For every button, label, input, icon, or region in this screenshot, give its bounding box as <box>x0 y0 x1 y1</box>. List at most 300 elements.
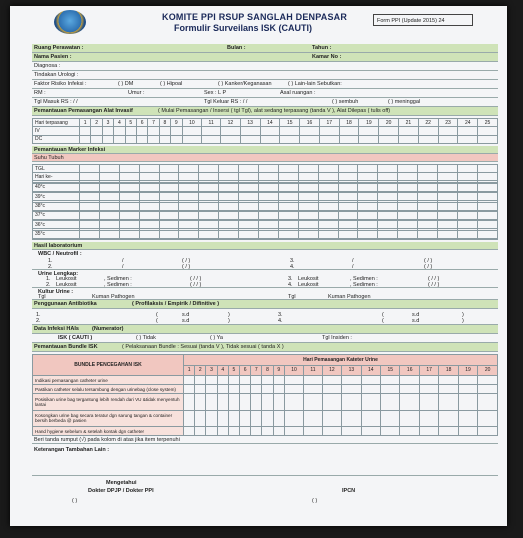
temp-cell[interactable] <box>80 211 100 219</box>
temp-cell[interactable] <box>159 183 179 191</box>
temp-cell[interactable] <box>477 202 497 210</box>
bundle-cell[interactable] <box>400 376 419 385</box>
temp-cell[interactable] <box>159 221 179 229</box>
device-cell[interactable] <box>182 127 202 135</box>
temp-cell[interactable] <box>477 230 497 238</box>
temp-cell[interactable] <box>438 183 458 191</box>
bundle-cell[interactable] <box>478 410 498 427</box>
bundle-cell[interactable] <box>206 385 217 394</box>
temp-cell[interactable] <box>457 230 477 238</box>
temp-cell[interactable] <box>418 230 438 238</box>
bundle-cell[interactable] <box>206 394 217 411</box>
temp-cell[interactable] <box>119 202 139 210</box>
bundle-cell[interactable] <box>251 410 262 427</box>
bundle-cell[interactable] <box>228 385 239 394</box>
device-cell[interactable] <box>260 127 280 135</box>
temp-cell[interactable] <box>338 165 358 173</box>
bundle-cell[interactable] <box>381 394 400 411</box>
bundle-cell[interactable] <box>251 394 262 411</box>
bundle-cell[interactable] <box>439 427 458 436</box>
device-cell[interactable] <box>125 135 136 143</box>
temp-cell[interactable] <box>358 183 378 191</box>
bundle-cell[interactable] <box>400 385 419 394</box>
bundle-cell[interactable] <box>304 427 322 436</box>
temp-cell[interactable] <box>457 238 477 239</box>
bundle-cell[interactable] <box>322 427 341 436</box>
temp-cell[interactable] <box>358 173 378 181</box>
temp-cell[interactable] <box>80 221 100 229</box>
temp-cell[interactable] <box>298 183 318 191</box>
bundle-cell[interactable] <box>361 385 380 394</box>
temp-cell[interactable] <box>358 165 378 173</box>
temp-cell[interactable] <box>338 221 358 229</box>
temp-cell[interactable] <box>278 193 298 201</box>
bundle-cell[interactable] <box>342 410 361 427</box>
temp-cell[interactable] <box>99 183 119 191</box>
bundle-cell[interactable] <box>195 410 206 427</box>
temp-cell[interactable] <box>80 173 100 181</box>
temp-cell[interactable] <box>378 193 398 201</box>
temp-cell[interactable] <box>338 230 358 238</box>
bundle-cell[interactable] <box>342 427 361 436</box>
temp-cell[interactable] <box>318 211 338 219</box>
temp-cell[interactable] <box>239 183 259 191</box>
temp-cell[interactable] <box>159 193 179 201</box>
temp-cell[interactable] <box>318 238 338 239</box>
temp-cell[interactable] <box>199 211 219 219</box>
device-cell[interactable] <box>240 127 260 135</box>
temp-cell[interactable] <box>398 165 418 173</box>
temp-cell[interactable] <box>99 230 119 238</box>
isk-ya[interactable]: ( ) Ya <box>210 335 223 341</box>
bundle-cell[interactable] <box>381 385 400 394</box>
temp-cell[interactable] <box>318 165 338 173</box>
temp-cell[interactable] <box>139 165 159 173</box>
temp-cell[interactable] <box>418 211 438 219</box>
device-cell[interactable] <box>379 127 399 135</box>
temp-cell[interactable] <box>298 173 318 181</box>
temp-cell[interactable] <box>278 183 298 191</box>
temp-cell[interactable] <box>477 221 497 229</box>
bundle-cell[interactable] <box>195 376 206 385</box>
temp-cell[interactable] <box>338 173 358 181</box>
temp-cell[interactable] <box>438 193 458 201</box>
temp-cell[interactable] <box>179 193 199 201</box>
temp-cell[interactable] <box>199 183 219 191</box>
temp-cell[interactable] <box>477 173 497 181</box>
device-cell[interactable] <box>159 135 170 143</box>
device-cell[interactable] <box>202 127 221 135</box>
temp-cell[interactable] <box>378 183 398 191</box>
device-cell[interactable] <box>319 127 339 135</box>
bundle-cell[interactable] <box>342 394 361 411</box>
temp-cell[interactable] <box>139 173 159 181</box>
temp-cell[interactable] <box>259 193 279 201</box>
bundle-cell[interactable] <box>217 394 228 411</box>
bundle-cell[interactable] <box>361 376 380 385</box>
device-cell[interactable] <box>182 135 202 143</box>
temp-cell[interactable] <box>278 202 298 210</box>
bundle-cell[interactable] <box>284 385 303 394</box>
bundle-cell[interactable] <box>439 410 458 427</box>
bundle-cell[interactable] <box>381 376 400 385</box>
bundle-cell[interactable] <box>419 385 438 394</box>
device-cell[interactable] <box>478 127 498 135</box>
temp-cell[interactable] <box>418 193 438 201</box>
isk-tidak[interactable]: ( ) Tidak <box>136 335 156 341</box>
device-cell[interactable] <box>300 135 320 143</box>
device-cell[interactable] <box>359 135 379 143</box>
bundle-cell[interactable] <box>228 376 239 385</box>
temp-cell[interactable] <box>219 193 239 201</box>
temp-cell[interactable] <box>398 183 418 191</box>
temp-cell[interactable] <box>179 211 199 219</box>
bundle-cell[interactable] <box>381 427 400 436</box>
temp-cell[interactable] <box>477 238 497 239</box>
bundle-cell[interactable] <box>184 385 195 394</box>
temp-cell[interactable] <box>298 202 318 210</box>
bundle-cell[interactable] <box>478 385 498 394</box>
temp-cell[interactable] <box>219 238 239 239</box>
bundle-cell[interactable] <box>381 410 400 427</box>
device-cell[interactable] <box>220 135 240 143</box>
device-cell[interactable] <box>418 127 438 135</box>
temp-cell[interactable] <box>139 238 159 239</box>
temp-cell[interactable] <box>477 193 497 201</box>
temp-cell[interactable] <box>259 165 279 173</box>
temp-cell[interactable] <box>338 238 358 239</box>
bundle-cell[interactable] <box>184 427 195 436</box>
device-cell[interactable] <box>339 127 359 135</box>
bundle-cell[interactable] <box>284 410 303 427</box>
device-cell[interactable] <box>458 135 478 143</box>
temp-cell[interactable] <box>398 202 418 210</box>
temp-cell[interactable] <box>239 238 259 239</box>
bundle-cell[interactable] <box>342 385 361 394</box>
device-cell[interactable] <box>102 135 113 143</box>
temp-cell[interactable] <box>199 221 219 229</box>
temp-cell[interactable] <box>259 202 279 210</box>
temp-cell[interactable] <box>398 230 418 238</box>
temp-cell[interactable] <box>259 238 279 239</box>
device-cell[interactable] <box>280 135 300 143</box>
temp-cell[interactable] <box>99 221 119 229</box>
bundle-cell[interactable] <box>217 427 228 436</box>
temp-cell[interactable] <box>219 230 239 238</box>
bundle-cell[interactable] <box>400 427 419 436</box>
device-cell[interactable] <box>136 127 147 135</box>
bundle-cell[interactable] <box>184 410 195 427</box>
temp-cell[interactable] <box>318 193 338 201</box>
device-cell[interactable] <box>319 135 339 143</box>
device-cell[interactable] <box>478 135 498 143</box>
bundle-cell[interactable] <box>240 410 251 427</box>
bundle-cell[interactable] <box>322 394 341 411</box>
bundle-cell[interactable] <box>228 427 239 436</box>
temp-cell[interactable] <box>199 165 219 173</box>
bundle-cell[interactable] <box>304 385 322 394</box>
device-cell[interactable] <box>458 127 478 135</box>
bundle-cell[interactable] <box>273 385 284 394</box>
bundle-cell[interactable] <box>400 410 419 427</box>
temp-cell[interactable] <box>80 193 100 201</box>
temp-cell[interactable] <box>418 202 438 210</box>
temp-cell[interactable] <box>239 211 259 219</box>
bundle-cell[interactable] <box>284 376 303 385</box>
bundle-cell[interactable] <box>228 410 239 427</box>
bundle-cell[interactable] <box>419 427 438 436</box>
bundle-cell[interactable] <box>206 376 217 385</box>
sembuh-option[interactable]: ( ) sembuh <box>332 99 359 105</box>
temp-cell[interactable] <box>457 173 477 181</box>
temp-cell[interactable] <box>418 238 438 239</box>
temp-cell[interactable] <box>199 202 219 210</box>
fr-dm[interactable]: ( ) DM <box>118 81 134 87</box>
temp-cell[interactable] <box>80 238 100 239</box>
bundle-cell[interactable] <box>284 427 303 436</box>
bundle-cell[interactable] <box>262 385 273 394</box>
bundle-cell[interactable] <box>217 376 228 385</box>
device-cell[interactable] <box>148 135 159 143</box>
temp-cell[interactable] <box>378 221 398 229</box>
temp-cell[interactable] <box>318 183 338 191</box>
bundle-cell[interactable] <box>458 394 477 411</box>
temp-cell[interactable] <box>119 173 139 181</box>
temp-cell[interactable] <box>179 230 199 238</box>
bundle-cell[interactable] <box>195 427 206 436</box>
bundle-cell[interactable] <box>262 410 273 427</box>
temp-cell[interactable] <box>477 211 497 219</box>
temp-cell[interactable] <box>179 183 199 191</box>
temp-cell[interactable] <box>338 211 358 219</box>
temp-cell[interactable] <box>358 230 378 238</box>
bundle-cell[interactable] <box>240 385 251 394</box>
temp-cell[interactable] <box>438 238 458 239</box>
temp-cell[interactable] <box>378 173 398 181</box>
temp-cell[interactable] <box>398 173 418 181</box>
device-cell[interactable] <box>114 127 125 135</box>
device-cell[interactable] <box>159 127 170 135</box>
temp-cell[interactable] <box>199 238 219 239</box>
temp-cell[interactable] <box>438 165 458 173</box>
temp-cell[interactable] <box>179 238 199 239</box>
temp-cell[interactable] <box>278 165 298 173</box>
temp-cell[interactable] <box>278 230 298 238</box>
temp-cell[interactable] <box>139 211 159 219</box>
bundle-cell[interactable] <box>273 427 284 436</box>
device-cell[interactable] <box>148 127 159 135</box>
temp-cell[interactable] <box>298 165 318 173</box>
temp-cell[interactable] <box>378 211 398 219</box>
temp-cell[interactable] <box>80 165 100 173</box>
temp-cell[interactable] <box>99 202 119 210</box>
temp-cell[interactable] <box>159 202 179 210</box>
bundle-cell[interactable] <box>361 427 380 436</box>
bundle-cell[interactable] <box>273 410 284 427</box>
temp-cell[interactable] <box>398 211 418 219</box>
temp-cell[interactable] <box>259 230 279 238</box>
temp-cell[interactable] <box>438 202 458 210</box>
temp-cell[interactable] <box>457 221 477 229</box>
temp-cell[interactable] <box>80 202 100 210</box>
bundle-cell[interactable] <box>478 394 498 411</box>
bundle-cell[interactable] <box>322 376 341 385</box>
device-cell[interactable] <box>418 135 438 143</box>
device-cell[interactable] <box>80 135 91 143</box>
device-cell[interactable] <box>91 127 102 135</box>
temp-cell[interactable] <box>358 202 378 210</box>
temp-cell[interactable] <box>139 183 159 191</box>
temp-cell[interactable] <box>418 173 438 181</box>
device-cell[interactable] <box>399 135 419 143</box>
bundle-cell[interactable] <box>184 394 195 411</box>
device-cell[interactable] <box>136 135 147 143</box>
device-cell[interactable] <box>102 127 113 135</box>
temp-cell[interactable] <box>318 230 338 238</box>
device-cell[interactable] <box>438 127 458 135</box>
device-cell[interactable] <box>280 127 300 135</box>
device-cell[interactable] <box>300 127 320 135</box>
temp-cell[interactable] <box>398 221 418 229</box>
temp-cell[interactable] <box>318 221 338 229</box>
bundle-cell[interactable] <box>251 385 262 394</box>
temp-cell[interactable] <box>119 183 139 191</box>
temp-cell[interactable] <box>378 202 398 210</box>
temp-cell[interactable] <box>338 193 358 201</box>
bundle-cell[interactable] <box>206 427 217 436</box>
temp-cell[interactable] <box>219 211 239 219</box>
bundle-cell[interactable] <box>240 376 251 385</box>
temp-cell[interactable] <box>477 165 497 173</box>
temp-cell[interactable] <box>457 183 477 191</box>
meninggal-option[interactable]: ( ) meninggal <box>388 99 421 105</box>
bundle-cell[interactable] <box>228 394 239 411</box>
temp-cell[interactable] <box>159 238 179 239</box>
temp-cell[interactable] <box>239 221 259 229</box>
temp-cell[interactable] <box>139 193 159 201</box>
bundle-cell[interactable] <box>478 427 498 436</box>
temp-cell[interactable] <box>219 173 239 181</box>
temp-cell[interactable] <box>438 173 458 181</box>
bundle-cell[interactable] <box>195 385 206 394</box>
bundle-cell[interactable] <box>262 427 273 436</box>
temp-cell[interactable] <box>199 230 219 238</box>
bundle-cell[interactable] <box>304 410 322 427</box>
temp-cell[interactable] <box>139 230 159 238</box>
temp-cell[interactable] <box>338 183 358 191</box>
device-cell[interactable] <box>399 127 419 135</box>
temp-cell[interactable] <box>139 202 159 210</box>
temp-cell[interactable] <box>298 230 318 238</box>
bundle-cell[interactable] <box>240 394 251 411</box>
bundle-cell[interactable] <box>361 410 380 427</box>
device-cell[interactable] <box>202 135 221 143</box>
temp-cell[interactable] <box>80 183 100 191</box>
temp-cell[interactable] <box>239 230 259 238</box>
bundle-cell[interactable] <box>206 410 217 427</box>
fr-hipo[interactable]: ( ) Hipoal <box>160 81 183 87</box>
temp-cell[interactable] <box>199 193 219 201</box>
temp-cell[interactable] <box>398 238 418 239</box>
temp-cell[interactable] <box>298 211 318 219</box>
temp-cell[interactable] <box>318 202 338 210</box>
temp-cell[interactable] <box>438 230 458 238</box>
temp-cell[interactable] <box>418 183 438 191</box>
device-cell[interactable] <box>171 127 182 135</box>
bundle-cell[interactable] <box>322 410 341 427</box>
bundle-cell[interactable] <box>322 385 341 394</box>
temp-cell[interactable] <box>239 193 259 201</box>
device-cell[interactable] <box>359 127 379 135</box>
temp-cell[interactable] <box>159 173 179 181</box>
temp-cell[interactable] <box>99 165 119 173</box>
bundle-cell[interactable] <box>217 385 228 394</box>
temp-cell[interactable] <box>457 211 477 219</box>
temp-cell[interactable] <box>199 173 219 181</box>
temp-cell[interactable] <box>259 221 279 229</box>
temp-cell[interactable] <box>159 211 179 219</box>
temp-cell[interactable] <box>239 165 259 173</box>
temp-cell[interactable] <box>358 211 378 219</box>
temp-cell[interactable] <box>219 183 239 191</box>
device-cell[interactable] <box>339 135 359 143</box>
temp-cell[interactable] <box>119 221 139 229</box>
temp-cell[interactable] <box>179 173 199 181</box>
temp-cell[interactable] <box>418 165 438 173</box>
bundle-cell[interactable] <box>251 376 262 385</box>
temp-cell[interactable] <box>119 230 139 238</box>
temp-cell[interactable] <box>338 202 358 210</box>
device-cell[interactable] <box>220 127 240 135</box>
bundle-cell[interactable] <box>251 427 262 436</box>
temp-cell[interactable] <box>278 211 298 219</box>
temp-cell[interactable] <box>298 221 318 229</box>
temp-cell[interactable] <box>179 221 199 229</box>
fr-lain[interactable]: ( ) Lain-lain Sebutkan: <box>288 81 342 87</box>
temp-cell[interactable] <box>159 230 179 238</box>
bundle-cell[interactable] <box>458 385 477 394</box>
temp-cell[interactable] <box>159 165 179 173</box>
device-cell[interactable] <box>379 135 399 143</box>
temp-cell[interactable] <box>298 238 318 239</box>
temp-cell[interactable] <box>477 183 497 191</box>
bundle-cell[interactable] <box>262 394 273 411</box>
temp-cell[interactable] <box>139 221 159 229</box>
temp-cell[interactable] <box>457 193 477 201</box>
temp-cell[interactable] <box>378 238 398 239</box>
temp-cell[interactable] <box>418 221 438 229</box>
temp-cell[interactable] <box>239 173 259 181</box>
device-cell[interactable] <box>80 127 91 135</box>
temp-cell[interactable] <box>438 211 458 219</box>
temp-cell[interactable] <box>457 202 477 210</box>
temp-cell[interactable] <box>259 173 279 181</box>
temp-cell[interactable] <box>298 193 318 201</box>
bundle-cell[interactable] <box>361 394 380 411</box>
bundle-cell[interactable] <box>439 394 458 411</box>
bundle-cell[interactable] <box>419 394 438 411</box>
temp-cell[interactable] <box>119 193 139 201</box>
temp-cell[interactable] <box>378 165 398 173</box>
temp-cell[interactable] <box>99 238 119 239</box>
bundle-cell[interactable] <box>439 385 458 394</box>
device-cell[interactable] <box>240 135 260 143</box>
bundle-cell[interactable] <box>273 376 284 385</box>
temp-cell[interactable] <box>358 221 378 229</box>
temp-cell[interactable] <box>99 211 119 219</box>
bundle-cell[interactable] <box>342 376 361 385</box>
temp-cell[interactable] <box>219 202 239 210</box>
